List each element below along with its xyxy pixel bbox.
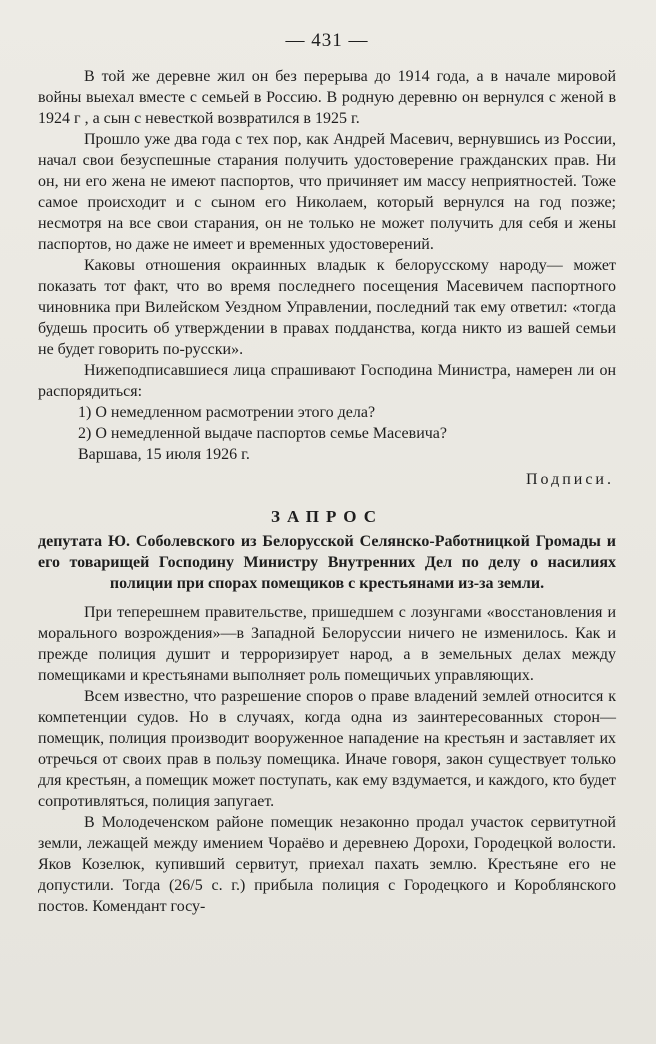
- date-line: Варшава, 15 июля 1926 г.: [78, 446, 250, 463]
- paragraph: Прошло уже два года с тех пор, как Андрей Масевич, вернувшись из России, начал свои безуспешные старания получить удостоверение гражданских прав. Ни он, ни его жена не имеют паспортов, что причиняет им массу неприятностей. Тоже самое происходит и с сыном его Николаем, который вернулся на год позже; несмотря на все свои старания, он не только не может получить для себя и жены паспортов, но даже не имеет и временных удостоверений.: [38, 131, 616, 253]
- paragraph: В той же деревне жил он без перерыва до 1914 года, а в начале мировой войны выехал вместе с семьей в Россию. В родную деревню он вернулся с женой в 1924 г , а сын с невесткой возвратился в 1925 г.: [38, 68, 616, 127]
- section-title: ЗАПРОС: [270, 507, 384, 526]
- paragraph: Нижеподписавшиеся лица спрашивают Господина Министра, намерен ли он распорядиться:: [38, 362, 616, 400]
- paragraph: В Молодеченском районе помещик незаконно продал участок сервитутной земли, лежащей между имением Чораёво и деревнею Дорохи, Городецкой волости. Яков Козелюк, купивший сервитут, приехал пахать землю. Крестьяне его не допустили. Тогда (26/5 с. г.) прибыла полиция с Городецкого и Короблянского постов. Комендант госу-: [38, 814, 616, 915]
- signatures: Подписи.: [525, 471, 614, 488]
- paragraph: Всем известно, что разрешение споров о праве владений землей относится к компетенции судов. Но в случаях, когда одна из заинтересованных сторон—помещик, полиция производит вооруженное нападение на крестьян и заставляет их отречься от своих прав в пользу помещика. Иначе говоря, закон существует только для крестьян, а помещик может поступать, как ему вздумается, и каждого, кто будет сопротивляться, полиция запугает.: [38, 688, 616, 810]
- list-item: 2) О немедленной выдаче паспортов семье Масевича?: [78, 425, 447, 442]
- page-number: — 431 —: [285, 30, 369, 51]
- list-item: 1) О немедленном расмотрении этого дела?: [78, 404, 376, 421]
- paragraph: При теперешнем правительстве, пришедшем с лозунгами «восстановления и морального возрождения»—в Западной Белоруссии ничего не изменилось. Как и прежде полиция душит и терроризирует народ, а в земельных делах между помещиками и крестьянами выполняет роль помещичьих управляющих.: [38, 604, 616, 684]
- paragraph: Каковы отношения окраинных владык к белорусскому народу— может показать тот факт, что во время последнего посещения Масевичем паспортного чиновника при Вилейском Уездном Управлении, последний так ему ответил: «тогда будешь просить об утверждении в правах подданства, когда никто из вашей семьи не будет говорить по-русски».: [38, 257, 616, 358]
- section-subtitle: депутата Ю. Соболевского из Белорусской Селянско-Работницкой Громады и его товарищей Господину Министру Внутренних Дел по делу о насилиях полиции при спорах помещиков с крестьянами из-за земли.: [38, 533, 616, 592]
